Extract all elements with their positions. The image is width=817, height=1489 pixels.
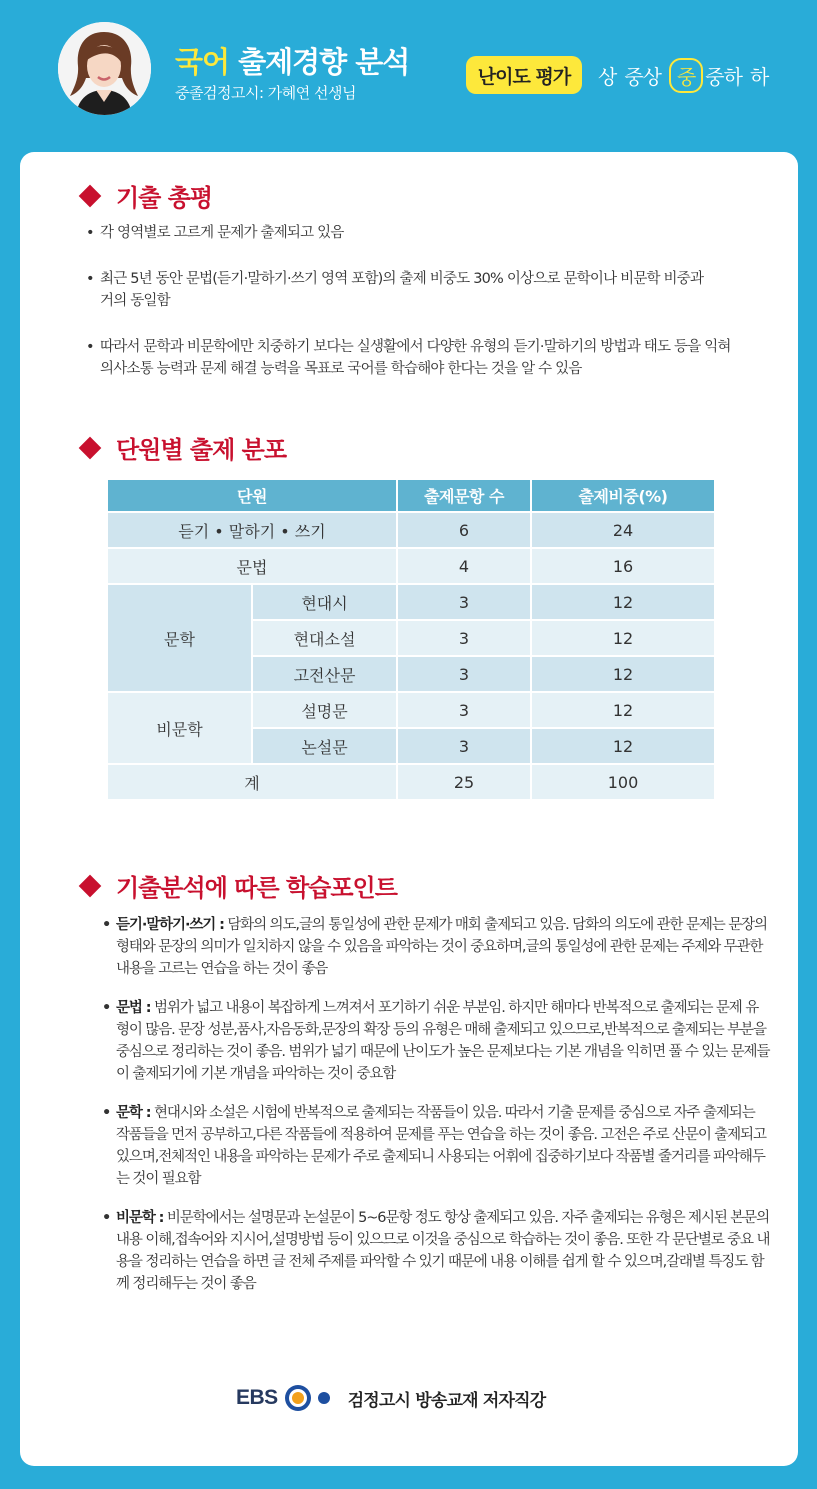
study-point-label: 비문학 :	[116, 1210, 164, 1226]
cell-subunit: 설명문	[253, 693, 398, 729]
difficulty-badge: 난이도 평가	[466, 56, 582, 94]
summary-list	[86, 222, 756, 380]
distribution-section-title	[80, 430, 286, 465]
cell-count: 4	[398, 549, 532, 585]
title-subject: 국어	[175, 45, 230, 79]
level-mid-selected: 중	[669, 58, 703, 93]
study-points-title-text: 기출분석에 따른 학습포인트	[116, 874, 397, 902]
summary-title-text: 기출 총평	[116, 184, 213, 212]
footer-brand	[236, 1378, 545, 1418]
footer-label: 검정고시 방송교재 저자직강	[347, 1390, 546, 1411]
cell-total-ratio: 100	[532, 765, 714, 801]
table-row	[108, 549, 714, 585]
cell-ratio: 24	[532, 513, 714, 549]
diamond-icon	[79, 436, 102, 459]
page-title	[175, 40, 409, 81]
header-unit: 단원	[108, 480, 398, 513]
cell-ratio: 12	[532, 657, 714, 693]
study-point-label: 문학 :	[116, 1105, 151, 1121]
summary-section-title	[80, 178, 212, 213]
header-ratio: 출제비중(%)	[532, 480, 714, 513]
cell-subunit: 현대시	[253, 585, 398, 621]
level-upper-mid: 중상	[624, 64, 661, 89]
ebs-logo-icon	[284, 1384, 334, 1412]
cell-ratio: 12	[532, 729, 714, 765]
cell-subunit: 논설문	[253, 729, 398, 765]
study-point-text: 현대시와 소설은 시험에 반복적으로 출제되는 작품들이 있음. 따라서 기출 문제를 중심으로 자주 출제되는 작품들을 먼저 공부하고,다른 작품들에 적용하여 문제를 푸는 연습을 하는 것이 좋음. 고전은 주로 산문이 출제되고 있으며,전체적인 내용을 파악하는 문제가 주로 출제되니 사용되는 어휘에 집중하기보다 작품별 줄거리를 파악해두는 것이 필요함	[116, 1105, 766, 1187]
cell-subunit: 고전산문	[253, 657, 398, 693]
title-text: 출제경향 분석	[238, 45, 410, 79]
cell-unit: 문법	[108, 549, 398, 585]
cell-unit: 듣기 • 말하기 • 쓰기	[108, 513, 398, 549]
cell-ratio: 12	[532, 621, 714, 657]
cell-ratio: 12	[532, 693, 714, 729]
content-card	[20, 152, 798, 1466]
header-count: 출제문항 수	[398, 480, 532, 513]
study-point-item	[100, 914, 770, 980]
table-row	[108, 513, 714, 549]
level-high: 상	[598, 64, 617, 89]
cell-total-count: 25	[398, 765, 532, 801]
distribution-title-text: 단원별 출제 분포	[116, 436, 286, 464]
cell-count: 3	[398, 729, 532, 765]
teacher-avatar	[58, 22, 151, 115]
study-points-list	[100, 914, 770, 1312]
level-lower-mid: 중하	[705, 64, 742, 89]
cell-count: 6	[398, 513, 532, 549]
table-row	[108, 585, 714, 621]
study-point-item	[100, 1207, 770, 1295]
study-point-item	[100, 997, 770, 1085]
table-header-row	[108, 480, 714, 513]
distribution-table	[108, 480, 714, 801]
diamond-icon	[79, 874, 102, 897]
study-points-section-title	[80, 868, 397, 903]
cell-count: 3	[398, 585, 532, 621]
cell-ratio: 16	[532, 549, 714, 585]
study-point-text: 담화의 의도,글의 통일성에 관한 문제가 매회 출제되고 있음. 담화의 의도에 관한 문제는 문장의 형태와 문장의 의미가 일치하지 않을 수 있음을 파악하는 것이 중요하며,글의 통일성에 관한 문제는 주제와 무관한 내용을 고르는 연습을 하는 것이 좋음	[116, 917, 767, 977]
teacher-subtitle: 중졸검정고시: 가혜연 선생님	[175, 84, 356, 102]
teacher-portrait-icon	[58, 22, 151, 115]
study-point-text: 비문학에서는 설명문과 논설문이 5~6문항 정도 항상 출제되고 있음. 자주 출제되는 유형은 제시된 본문의 내용 이해,접속어와 지시어,설명방법 등이 있으므로 이것을 중심으로 학습하는 것이 좋음. 또한 각 문단별로 중요 내용을 정리하는 연습을 하면 글 전체 주제를 파악할 수 있기 때문에 내용 이해를 쉽게 할 수 있으며,갈래별 특징도 함께 정리해두는 것이 좋음	[116, 1210, 770, 1292]
cell-total-label: 계	[108, 765, 398, 801]
study-point-label: 문법 :	[116, 1000, 151, 1016]
cell-count: 3	[398, 657, 532, 693]
cell-subunit: 현대소설	[253, 621, 398, 657]
cell-group: 비문학	[108, 693, 253, 765]
study-point-label: 듣기·말하기·쓰기 :	[116, 917, 224, 933]
difficulty-levels	[598, 56, 776, 94]
table-total-row	[108, 765, 714, 801]
cell-count: 3	[398, 621, 532, 657]
study-point-text: 범위가 넓고 내용이 복잡하게 느껴져서 포기하기 쉬운 부분임. 하지만 해마다 반복적으로 출제되는 문제 유형이 많음. 문장 성분,품사,자음동화,문장의 확장 등의 유형은 매해 출제되고 있으므로,반복적으로 출제되는 부분을 중심으로 정리하는 것이 좋음. 범위가 넓기 때문에 난이도가 높은 문제보다는 기본 개념을 익히면 풀 수 있는 문제들이 출제되기에 기본 개념을 파악하는 것이 중요함	[116, 1000, 770, 1082]
cell-group: 문학	[108, 585, 253, 693]
summary-item: • 각 영역별로 고르게 문제가 출제되고 있음	[86, 222, 756, 244]
ebs-logo-text: EBS	[236, 1386, 278, 1409]
header	[0, 0, 817, 150]
summary-item: • 최근 5년 동안 문법(듣기·말하기·쓰기 영역 포함)의 출제 비중도 30% 이상으로 문학이나 비문학 비중과 거의 동일함	[86, 268, 706, 312]
study-point-item	[100, 1102, 770, 1190]
diamond-icon	[79, 184, 102, 207]
level-low: 하	[749, 64, 769, 89]
table-row	[108, 693, 714, 729]
summary-item: • 따라서 문학과 비문학에만 치중하기 보다는 실생활에서 다양한 유형의 듣기·말하기의 방법과 태도 등을 익혀 의사소통 능력과 문제 해결 능력을 목표로 국어를 학습해야 한다는 것을 알 수 있음	[86, 336, 746, 380]
cell-ratio: 12	[532, 585, 714, 621]
cell-count: 3	[398, 693, 532, 729]
